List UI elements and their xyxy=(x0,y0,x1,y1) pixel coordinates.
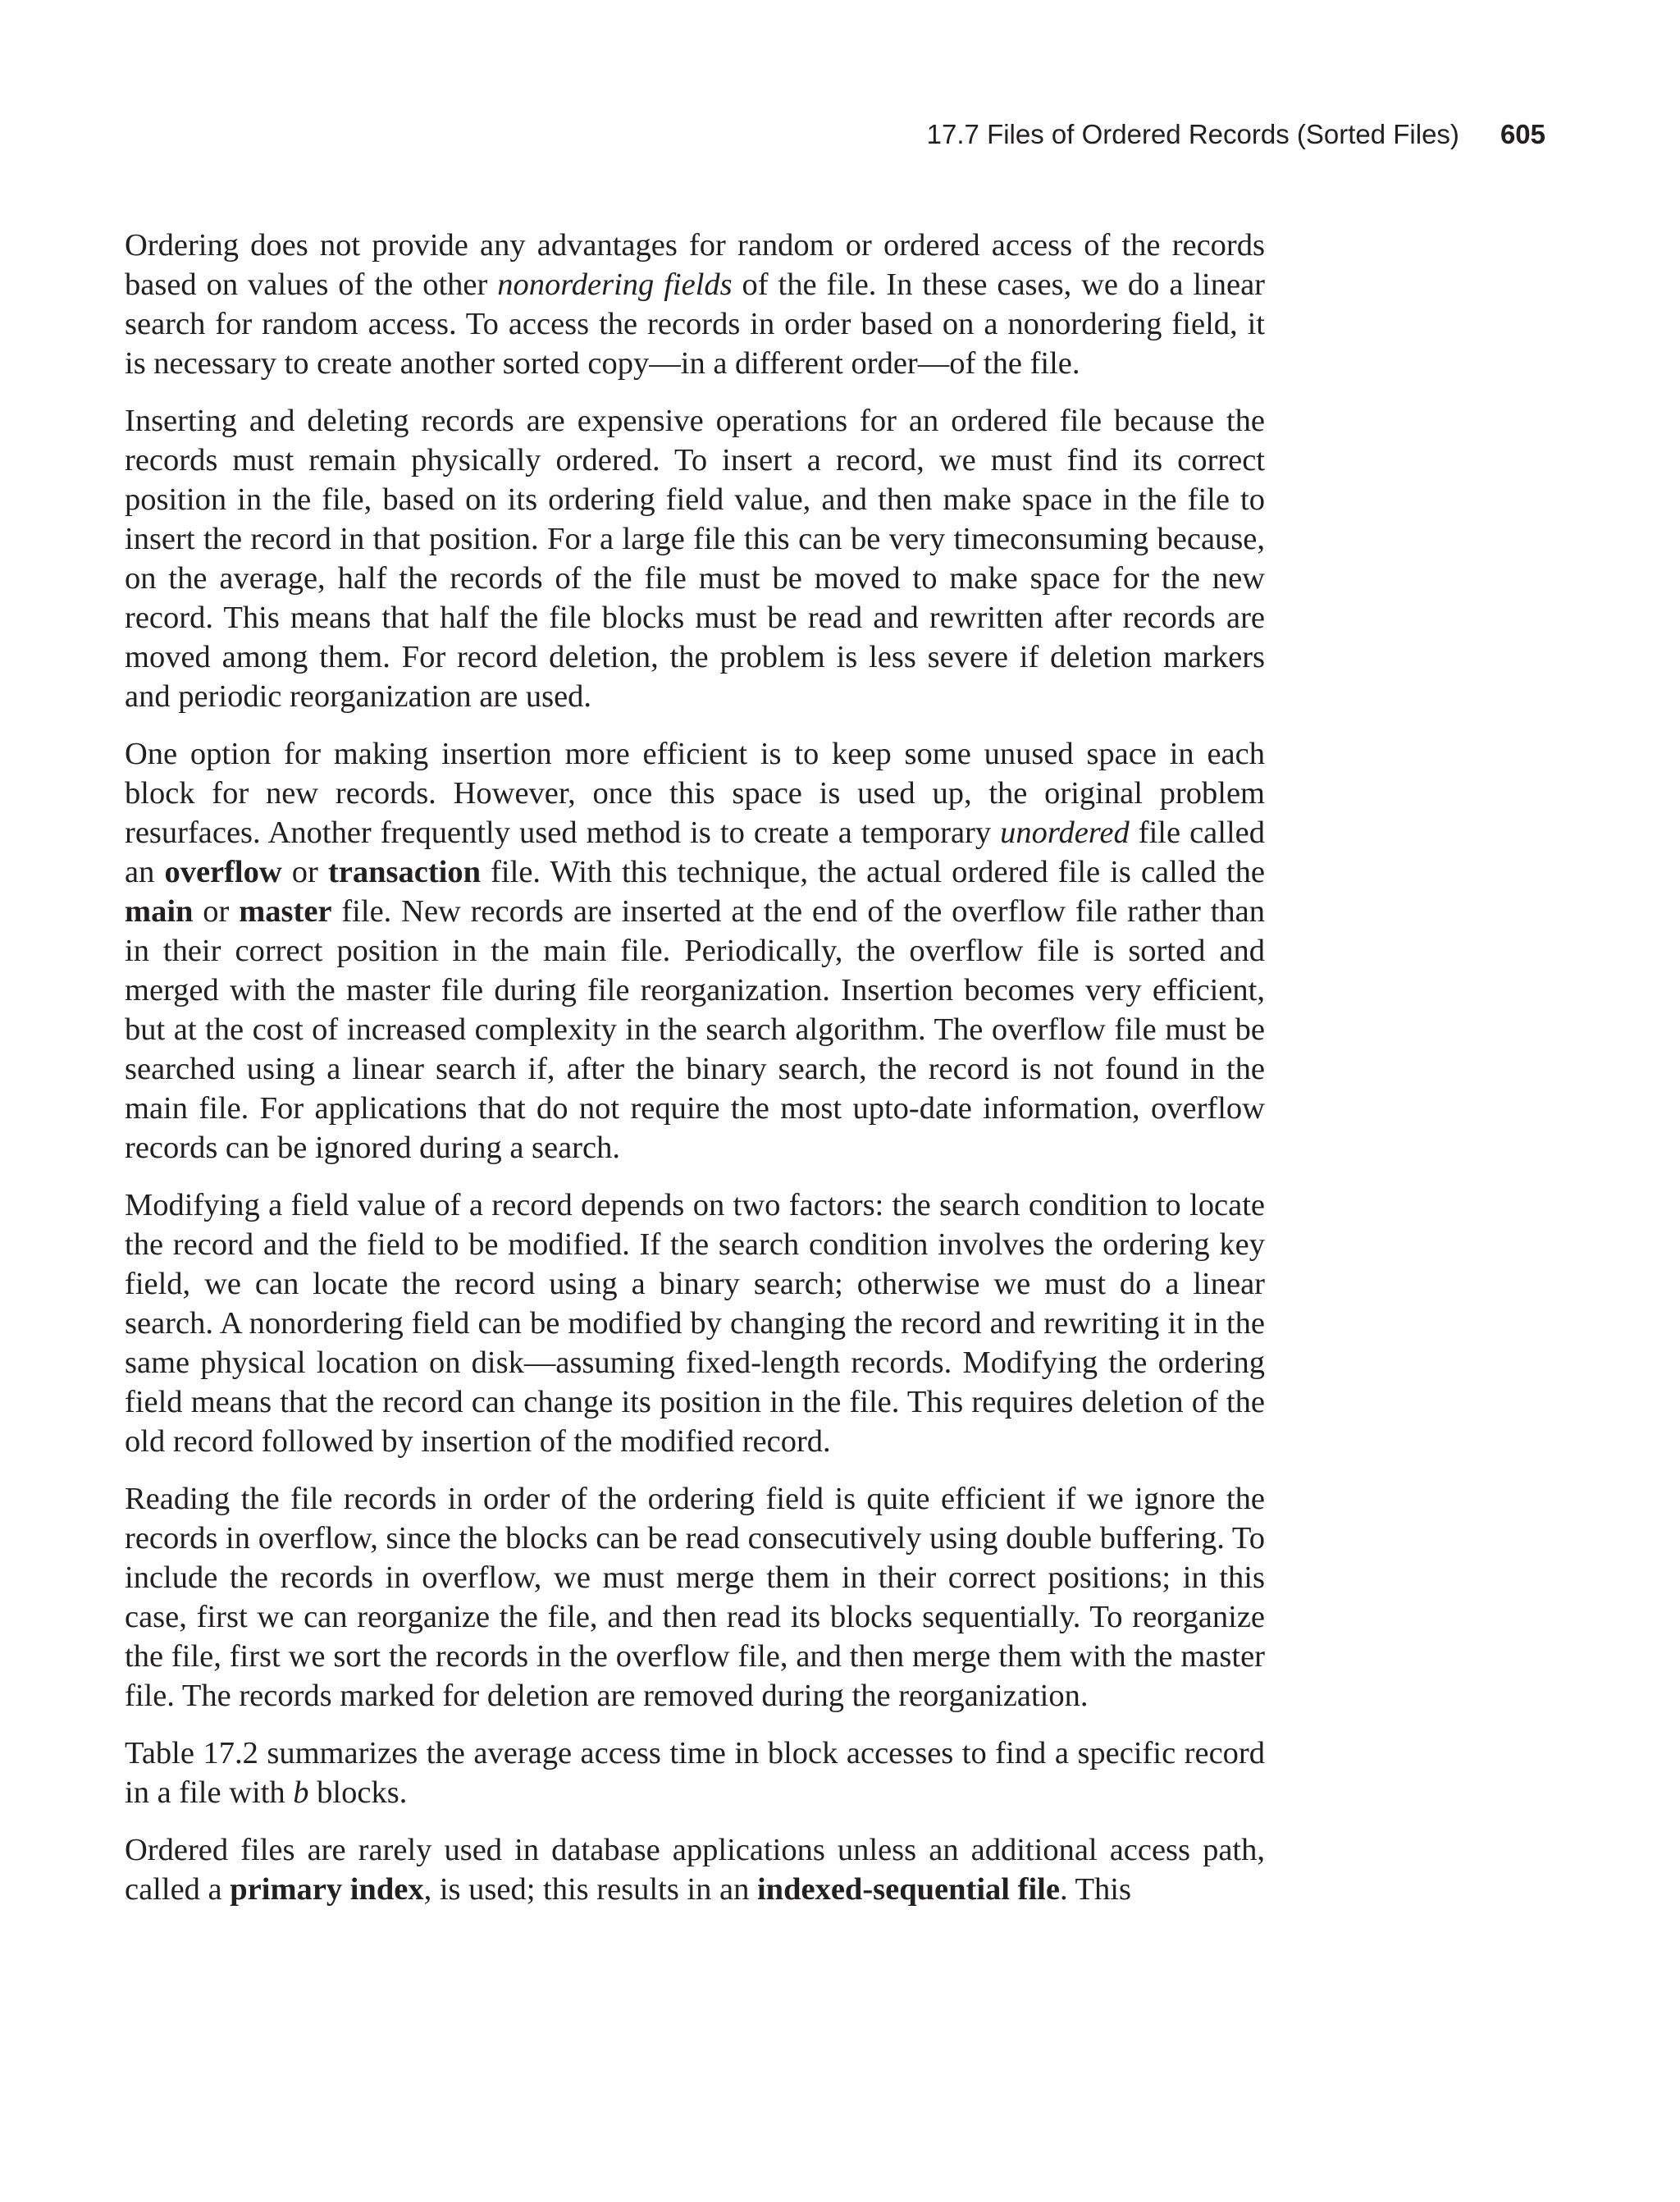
body-text xyxy=(125,226,1265,1927)
paragraph-ordering-advantages: Ordering does not provide any advantages for random or ordered access of the records based on values of the other nonordering fields of the file. In these cases, we do a linear search for random access. To access the records in order based on a nonordering field, it is necessary to create another sorted copy—in a different order—of the file. xyxy=(125,228,1265,381)
section-title: 17.7 Files of Ordered Records (Sorted Files) xyxy=(926,119,1459,149)
page-number: 605 xyxy=(1500,119,1545,149)
paragraph-inserting-deleting: Inserting and deleting records are expensive operations for an ordered file because the records must remain physically ordered. To insert a record, we must find its correct position in the file, based on its ordering field value, and then make space in the file to insert the record in that position. For a large file this can be very timeconsuming because, on the average, half the records of the file must be moved to make space for the new record. This means that half the file blocks must be read and rewritten after records are moved among them. For record deletion, the problem is less severe if deletion markers and periodic reorganization are used. xyxy=(125,404,1265,714)
term-main: main xyxy=(125,894,194,929)
paragraph-overflow-file: One option for making insertion more efficient is to keep some unused space in each block for new records. However, once this space is used up, the original problem resurfaces. Another frequently used method is to create a temporary unordered file called an overflow or transaction file. With this technique, the actual ordered file is called the main or master file. New records are inserted at the end of the overflow file rather than in their correct position in the main file. Periodically, the overflow file is sorted and merged with the master file during file reorganization. Insertion becomes very efficient, but at the cost of increased complexity in the search algorithm. The overflow file must be searched using a linear search if, after the binary search, the record is not found in the main file. For applications that do not require the most upto-date information, overflow records can be ignored during a search. xyxy=(125,737,1265,1165)
paragraph-table-reference: Table 17.2 summarizes the average access time in block accesses to find a specific record in a file with b blocks. xyxy=(125,1736,1265,1810)
term-primary-index: primary index xyxy=(230,1872,424,1907)
running-head xyxy=(927,116,1545,153)
term-unordered: unordered xyxy=(1000,815,1130,850)
term-transaction: transaction xyxy=(327,855,482,889)
paragraph-modifying-field: Modifying a field value of a record depends on two factors: the search condition to locate the record and the field to be modified. If the search condition involves the ordering key field, we can locate the record using a binary search; otherwise we must do a linear search. A nonordering field can be modified by changing the record and rewriting it in the same physical location on disk—assuming fixed-length records. Modifying the ordering field means that the record can change its position in the file. This requires deletion of the old record followed by insertion of the modified record. xyxy=(125,1188,1265,1459)
paragraph-primary-index: Ordered files are rarely used in database applications unless an additional access path, called a primary index, is used; this results in an indexed-sequential file. This xyxy=(125,1833,1265,1907)
term-nonordering-fields: nonordering fields xyxy=(497,267,733,302)
term-master: master xyxy=(239,894,332,929)
term-overflow: overflow xyxy=(164,855,282,889)
paragraph-reading-records: Reading the file records in order of the ordering field is quite efficient if we ignore the records in overflow, since the blocks can be read consecutively using double buffering. To include the records in overflow, we must merge them in their correct positions; in this case, first we can reorganize the file, and then read its blocks sequentially. To reorganize the file, first we sort the records in the overflow file, and then merge them with the master file. The records marked for deletion are removed during the reorganization. xyxy=(125,1482,1265,1713)
term-b: b xyxy=(293,1775,309,1810)
term-indexed-sequential-file: indexed-sequential file xyxy=(756,1872,1060,1907)
